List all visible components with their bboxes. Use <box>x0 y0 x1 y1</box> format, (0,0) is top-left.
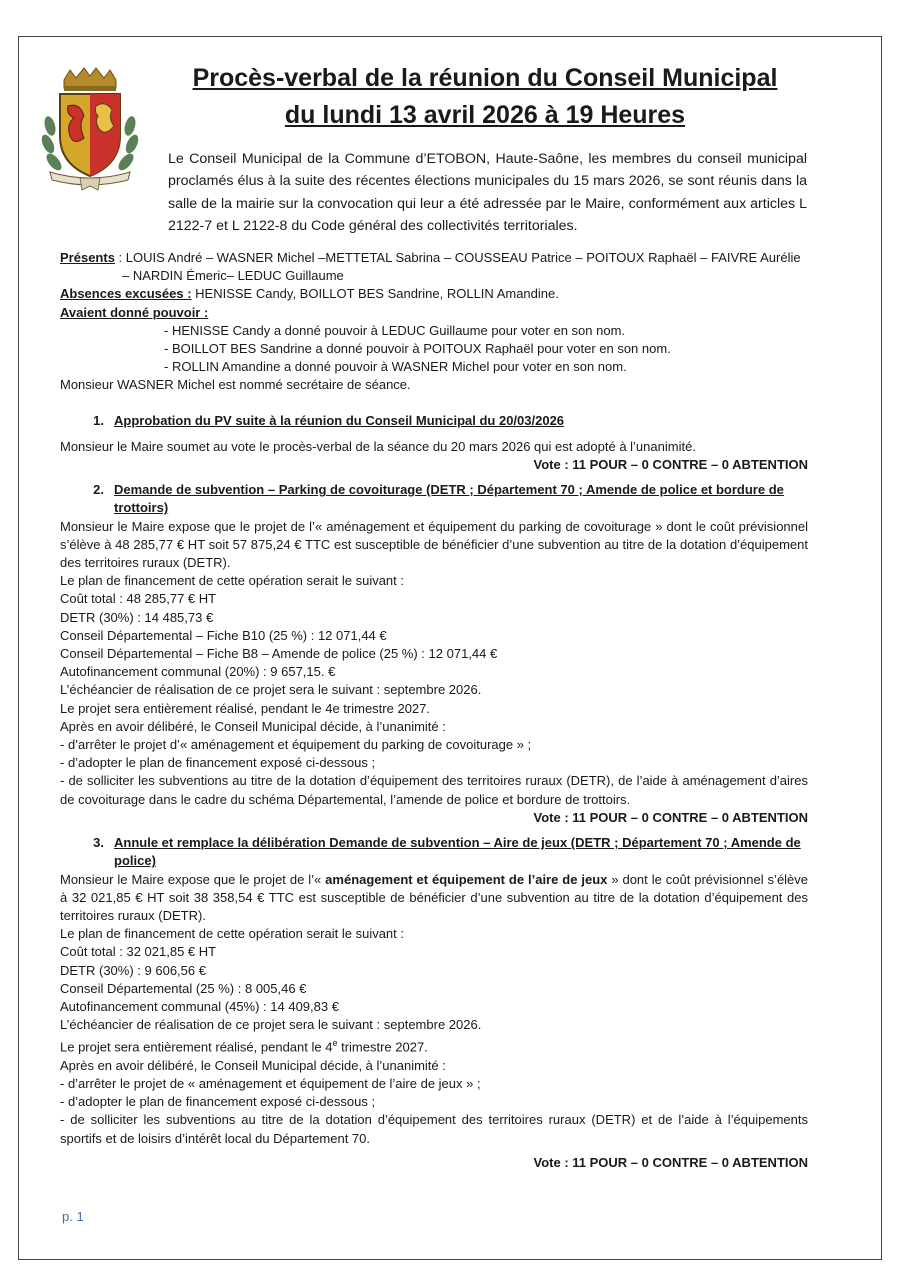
section-paragraph: Autofinancement communal (45%) : 14 409,83 € <box>60 998 339 1014</box>
proxy-item: - BOILLOT BES Sandrine a donné pouvoir à POITOUX Raphaël pour voter en son nom. <box>164 341 671 357</box>
section-1-heading <box>60 412 808 430</box>
section-paragraph: Après en avoir délibéré, le Conseil Municipal décide, à l’unanimité : <box>60 718 446 734</box>
section-paragraph <box>60 871 808 926</box>
trimester-text: trimestre 2027. <box>337 1039 428 1055</box>
section-number: 3. <box>93 835 104 851</box>
title-line-2: du lundi 13 avril 2026 à 19 Heures <box>284 101 686 129</box>
section-paragraph: Monsieur le Maire expose que le projet de l’« aménagement et équipement du parking de covoiturage » dont le coût prévisionnel s’élève à 48 285,77 € HT soit 57 875,24 € TTC est susceptible de bénéficier d’une subvention au titre de la dotation d’équipement des territoires ruraux (DETR). <box>60 518 808 571</box>
secretary-line: Monsieur WASNER Michel est nommé secrétaire de séance. <box>60 377 411 393</box>
section-paragraph: Autofinancement communal (20%) : 9 657,15. € <box>60 664 336 680</box>
section-paragraph: Après en avoir délibéré, le Conseil Municipal décide, à l’unanimité : <box>60 1057 446 1073</box>
proxy-item: - ROLLIN Amandine a donné pouvoir à WASNER Michel pour voter en son nom. <box>164 359 627 375</box>
section-title: Approbation du PV suite à la réunion du Conseil Municipal du 20/03/2026 <box>114 412 565 428</box>
section-paragraph: Conseil Départemental (25 %) : 8 005,46 € <box>60 980 307 996</box>
section-paragraph: L’échéancier de réalisation de ce projet sera le suivant : septembre 2026. <box>60 1017 482 1033</box>
trimester-text: Le projet sera entièrement réalisé, pendant le 4 <box>60 1039 333 1055</box>
section-paragraph: Le plan de financement de cette opération serait le suivant : <box>60 573 404 589</box>
section-paragraph: - de solliciter les subventions au titre de la dotation d’équipement des territoires ruraux (DETR), de l’aide à aménagement d’aires de covoiturage dans le cadre du schéma Départemental, l’amende de police et bordure de trottoirs. <box>60 773 808 807</box>
proxy-label: Avaient donné pouvoir : <box>60 304 209 320</box>
absent-label: Absences excusées : <box>60 286 192 302</box>
intro-text: Monsieur le Maire expose que le projet de l’« <box>60 871 326 887</box>
section-paragraph: Monsieur le Maire soumet au vote le procès-verbal de la séance du 20 mars 2026 qui est adopté à l’unanimité. <box>60 438 696 454</box>
section-paragraph: - d’adopter le plan de financement exposé ci-dessous ; <box>60 1094 376 1110</box>
section-paragraph: Le projet sera entièrement réalisé, pendant le 4e trimestre 2027. <box>60 700 430 716</box>
title-line-1: Procès-verbal de la réunion du Conseil Municipal <box>192 64 778 92</box>
present-label: Présents <box>60 250 115 265</box>
section-3-heading <box>60 834 808 870</box>
section-paragraph: - d’arrêter le projet de « aménagement et équipement de l’aire de jeux » ; <box>60 1076 481 1092</box>
section-paragraph: Le plan de financement de cette opération serait le suivant : <box>60 926 404 942</box>
section-paragraph: Coût total : 32 021,85 € HT <box>60 944 217 960</box>
section-paragraph: - de solliciter les subventions au titre de la dotation d’équipement des territoires ruraux (DETR) et de l’aide à l’équipements sportifs et de loisirs d’intérêt local du Département 70. <box>60 1112 808 1146</box>
project-name: aménagement et équipement de l’aire de jeux <box>325 871 608 887</box>
absent-names: HENISSE Candy, BOILLOT BES Sandrine, ROLLIN Amandine. <box>191 286 559 302</box>
section-title: Annule et remplace la délibération Demande de subvention – Aire de jeux (DETR ; Département 70 ; Amende de police) <box>114 835 801 869</box>
intro-paragraph: Le Conseil Municipal de la Commune d’ETOBON, Haute-Saône, les membres du conseil municipal proclamés élus à la suite des récentes élections municipales du 15 mars 2026, se sont réunis dans la salle de la mairie sur la convocation qui leur a été adressée par le Maire, conformément aux articles L 2122-7 et L 2122-8 du Code général des collectivités territoriales. <box>168 151 807 234</box>
coat-of-arms-logo <box>40 66 140 192</box>
section-paragraph: Conseil Départemental – Fiche B8 – Amende de police (25 %) : 12 071,44 € <box>60 646 498 662</box>
section-paragraph: - d’arrêter le projet d’« aménagement et équipement du parking de covoiturage » ; <box>60 737 532 753</box>
section-title: Demande de subvention – Parking de covoiturage (DETR ; Département 70 ; Amende de police et bordure de trottoirs) <box>114 482 784 516</box>
section-paragraph: L’échéancier de réalisation de ce projet sera le suivant : septembre 2026. <box>60 682 482 698</box>
section-paragraph: Coût total : 48 285,77 € HT <box>60 591 217 607</box>
present-names: : LOUIS André – WASNER Michel –METTETAL Sabrina – COUSSEAU Patrice – POITOUX Raphaël – FAIVRE Aurélie <box>114 250 801 265</box>
proxy-item: - HENISSE Candy a donné pouvoir à LEDUC Guillaume pour voter en son nom. <box>164 322 626 338</box>
section-number: 2. <box>93 482 104 498</box>
section-paragraph: DETR (30%) : 14 485,73 € <box>60 609 214 625</box>
section-paragraph <box>60 1034 808 1057</box>
vote-result: Vote : 11 POUR – 0 CONTRE – 0 ABTENTION <box>533 457 808 473</box>
section-paragraph: Conseil Départemental – Fiche B10 (25 %) : 12 071,44 € <box>60 627 387 643</box>
trimester-sup: e <box>332 1038 338 1049</box>
intro-text: » dont le coût prévisionnel s’élève à 32 021,85 € HT soit 38 358,54 € TTC est susceptible de bénéficier d’une subvention au titre de la dotation d’équipement des territoires ruraux (DETR). <box>60 871 809 923</box>
present-names-continued: – NARDIN Émeric– LEDUC Guillaume <box>122 268 344 284</box>
page-number: p. 1 <box>62 1209 84 1224</box>
section-2-heading <box>60 481 808 517</box>
section-number: 1. <box>93 412 104 428</box>
section-paragraph: - d’adopter le plan de financement exposé ci-dessous ; <box>60 755 376 771</box>
minutes-body <box>60 249 808 1172</box>
section-paragraph: DETR (30%) : 9 606,56 € <box>60 962 206 978</box>
vote-result: Vote : 11 POUR – 0 CONTRE – 0 ABTENTION <box>533 809 808 825</box>
vote-result: Vote : 11 POUR – 0 CONTRE – 0 ABTENTION <box>533 1154 808 1170</box>
document-title <box>160 60 810 134</box>
